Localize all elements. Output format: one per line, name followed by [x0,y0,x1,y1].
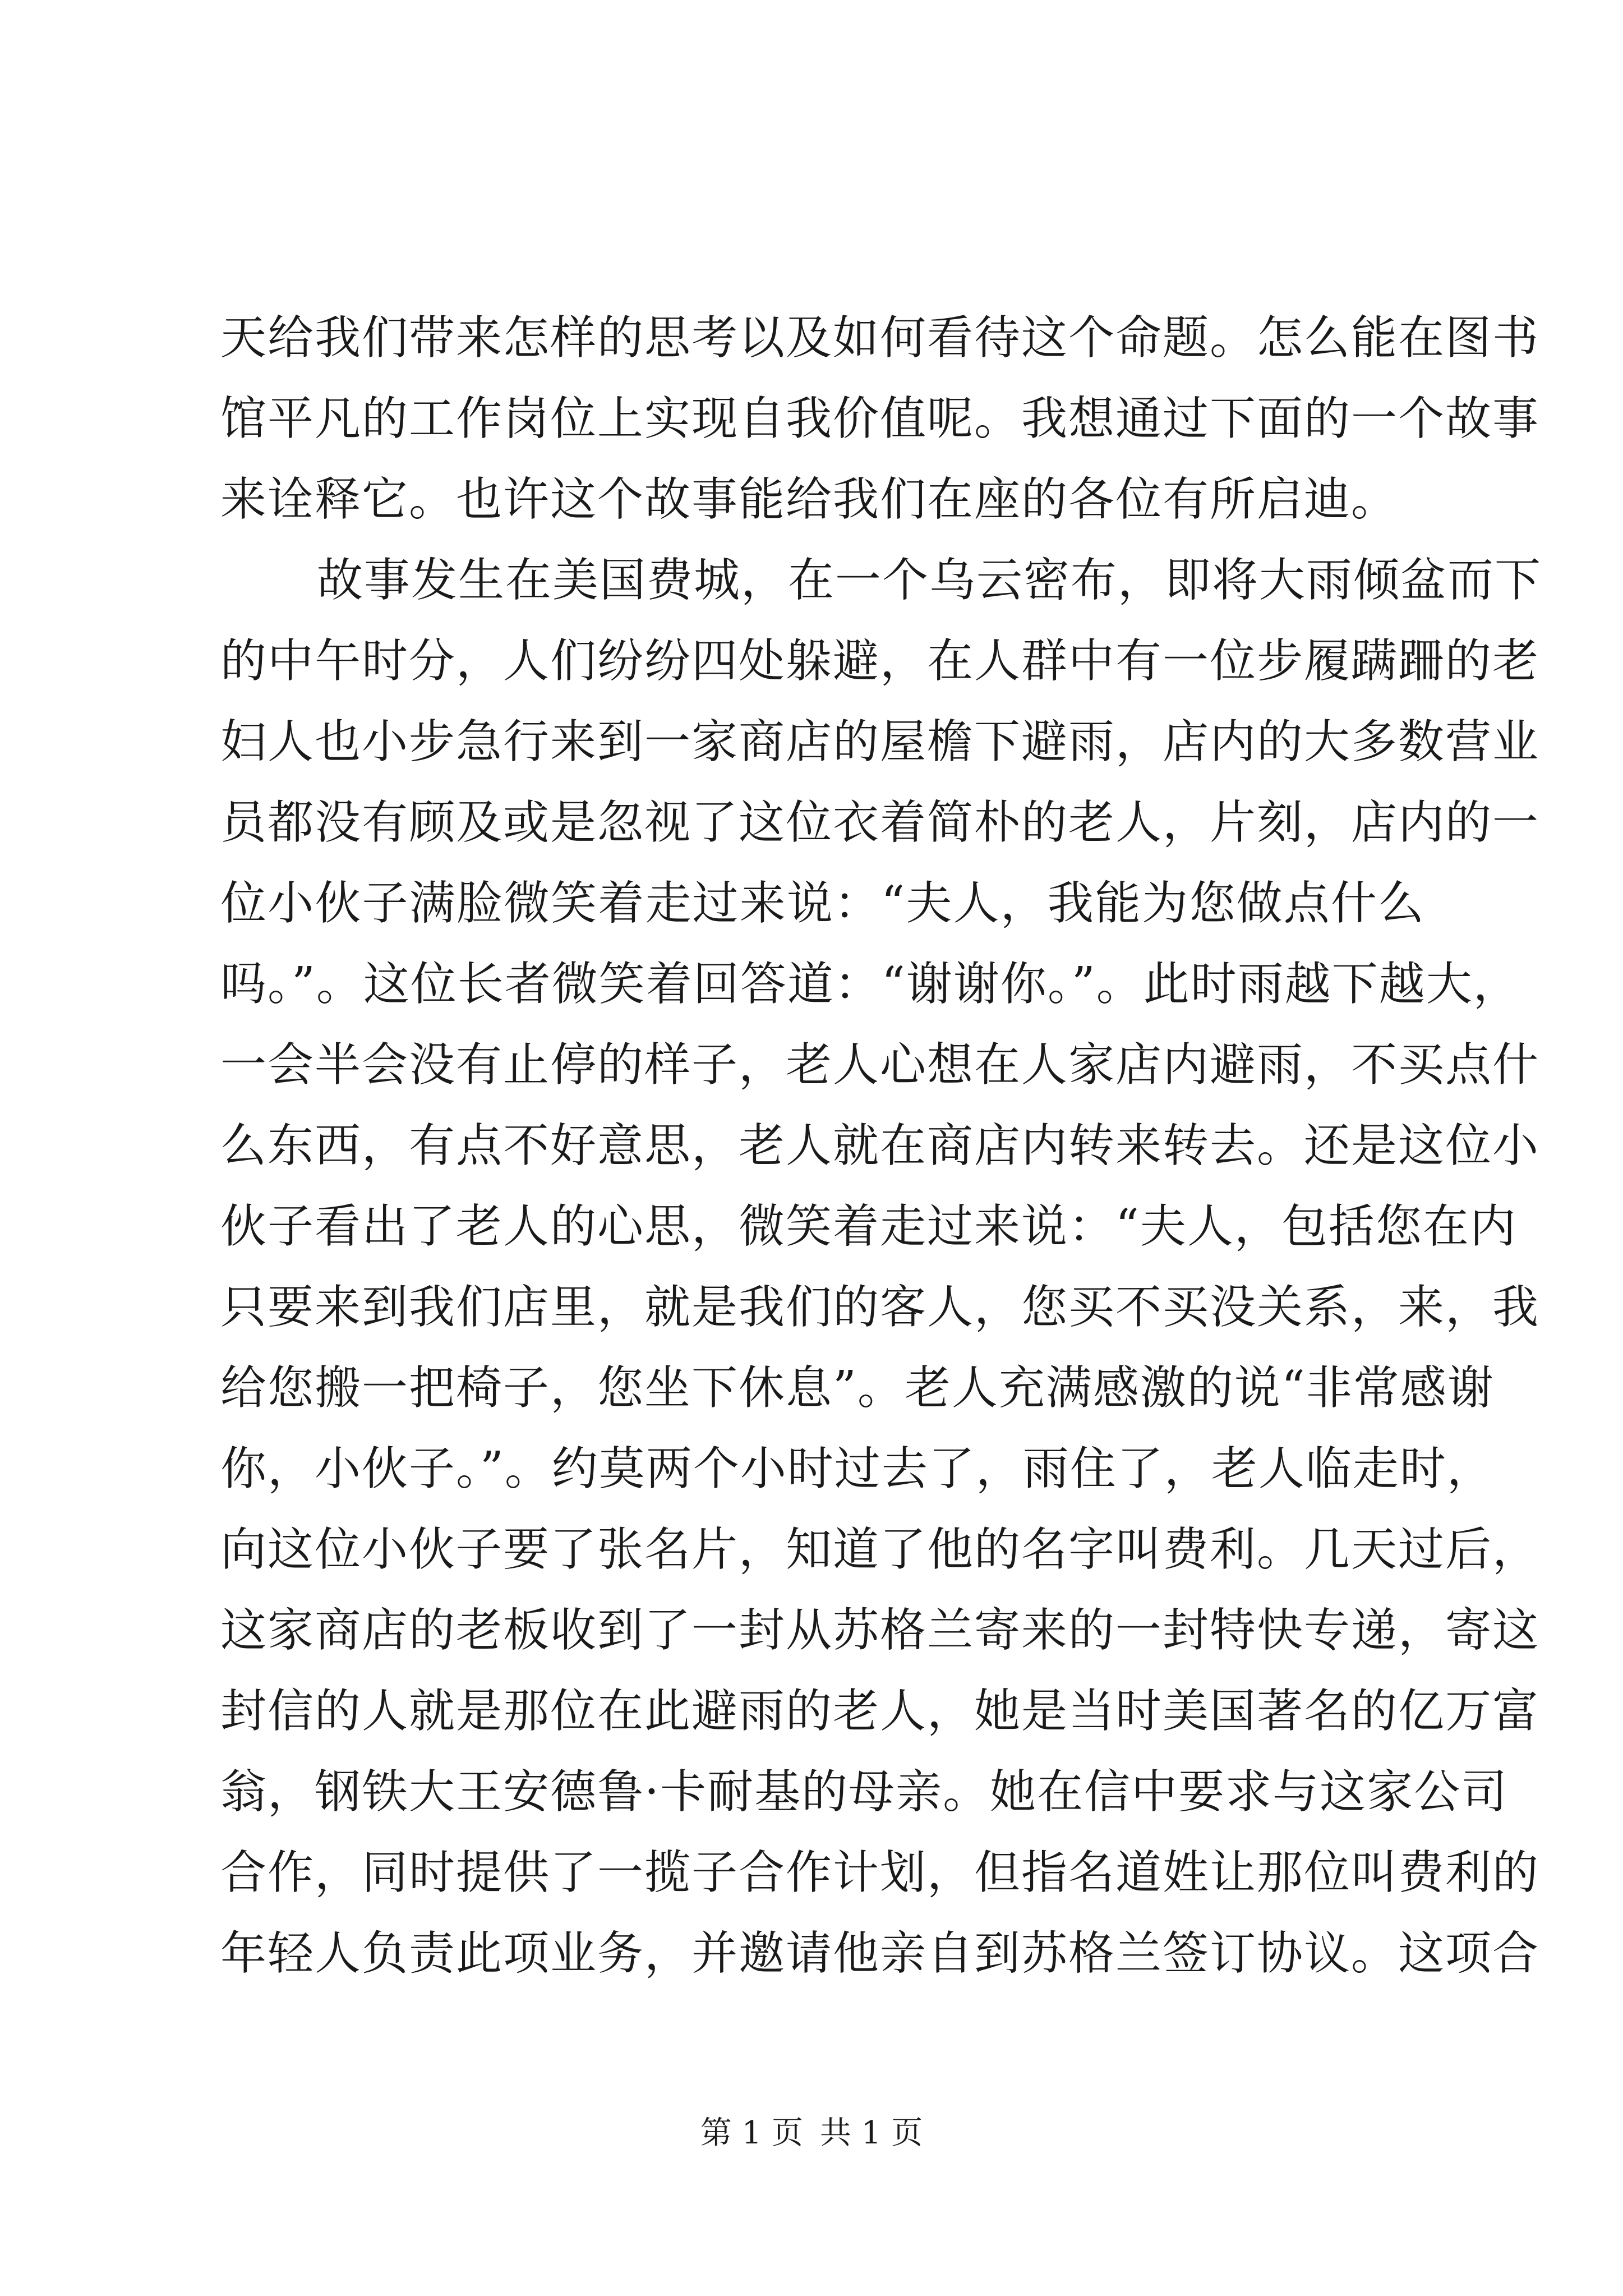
text-line: 给您搬一把椅子，您坐下休息”。老人充满感激的说“非常感谢 [220,1361,1495,1415]
page-total: 共 1 页 [820,2115,923,2151]
text-line: 只要来到我们店里，就是我们的客人，您买不买没关系，来，我 [220,1281,1540,1334]
text-line: 来诠释它。也许这个故事能给我们在座的各位有所启迪。 [220,473,1399,526]
text-line: 馆平凡的工作岗位上实现自我价值呢。我想通过下面的一个故事 [220,392,1540,445]
body-text [220,298,1542,1994]
page-number: 第 1 页 [700,2115,803,2151]
paragraph-first-line: 故事发生在美国费城，在一个乌云密布，即将大雨倾盆而下 [317,554,1542,607]
text-line: 年轻人负责此项业务，并邀请他亲自到苏格兰签订协议。这项合 [220,1927,1540,1980]
page-footer [0,2114,1623,2153]
text-line: 封信的人就是那位在此避雨的老人，她是当时美国著名的亿万富 [220,1685,1540,1738]
text-line: 这家商店的老板收到了一封从苏格兰寄来的一封特快专递，寄这 [220,1604,1540,1657]
text-line: 位小伙子满脸微笑着走过来说：“夫人，我能为您做点什么 [220,877,1425,930]
text-line: 向这位小伙子要了张名片，知道了他的名字叫费利。几天过后， [220,1523,1540,1576]
text-line: 一会半会没有止停的样子，老人心想在人家店内避雨，不买点什 [220,1038,1540,1092]
text-line: 合作，同时提供了一揽子合作计划，但指名道姓让那位叫费利的 [220,1846,1540,1899]
text-line: 的中午时分，人们纷纷四处躲避，在人群中有一位步履蹒跚的老 [220,634,1540,688]
text-line: 翁，钢铁大王安德鲁·卡耐基的母亲。她在信中要求与这家公司 [220,1765,1509,1819]
text-line: 员都没有顾及或是忽视了这位衣着简朴的老人，片刻，店内的一 [220,796,1540,849]
text-line: 天给我们带来怎样的思考以及如何看待这个命题。怎么能在图书 [220,311,1540,365]
text-line: 你，小伙子。”。约莫两个小时过去了，雨住了，老人临走时， [220,1442,1494,1496]
text-line: 妇人也小步急行来到一家商店的屋檐下避雨，店内的大多数营业 [220,715,1540,769]
text-line: 么东西，有点不好意思，老人就在商店内转来转去。还是这位小 [220,1119,1540,1172]
text-line: 伙子看出了老人的心思，微笑着走过来说：“夫人，包括您在内 [220,1200,1517,1253]
text-line: 吗。”。这位长者微笑着回答道：“谢谢你。”。此时雨越下越大， [220,958,1520,1011]
